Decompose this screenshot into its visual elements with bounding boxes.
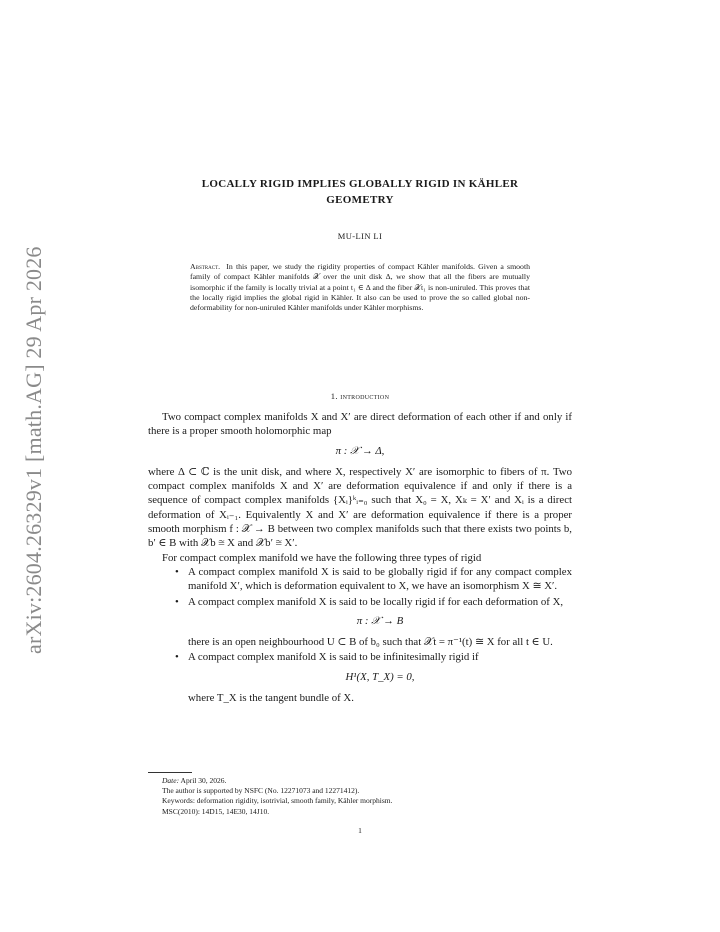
- footnote-date: [162, 776, 562, 786]
- date-value: April 30, 2026.: [180, 776, 227, 785]
- rigidity-types-list: [148, 565, 572, 705]
- paragraph-3: For compact complex manifold we have the following three types of rigid: [162, 551, 482, 564]
- footnote-msc: MSC(2010): 14D15, 14E30, 14J10.: [162, 806, 270, 816]
- equation-deformation: π : 𝒳 → B: [356, 614, 404, 627]
- body-text: [148, 410, 572, 706]
- list-item-infinitesimally-rigid: [188, 650, 572, 705]
- paper-title: [148, 176, 572, 208]
- author-name: MU-LIN LI: [337, 231, 383, 241]
- list-item-continuation: where T_X is the tangent bundle of X.: [188, 692, 354, 705]
- date-label: Date:: [162, 776, 180, 785]
- list-item-globally-rigid: [188, 565, 572, 594]
- section-heading: 1. introduction: [330, 391, 390, 401]
- footnotes: [162, 776, 562, 817]
- abstract: [190, 262, 530, 313]
- page-number: 1: [358, 826, 362, 835]
- list-item-text: A compact complex manifold X is said to be locally rigid if for each deformation of X,: [188, 595, 564, 608]
- abstract-label: Abstract.: [190, 262, 221, 271]
- footnote-keywords: Keywords: deformation rigidity, isotrivial, smooth family, Kähler morphism.: [162, 796, 393, 806]
- list-item-text: A compact complex manifold X is said to be globally rigid if for any compact complex manifold X′, which is deformation equivalent to X, we have an isomorphism X ≅ X′.: [188, 565, 572, 593]
- paper-title-line1: LOCALLY RIGID IMPLIES GLOBALLY RIGID IN KÄHLER: [201, 178, 519, 190]
- footnote-support: The author is supported by NSFC (No. 12271073 and 12271412).: [162, 786, 360, 796]
- paragraph-1: Two compact complex manifolds X and X′ are direct deformation of each other if and only if there is a proper smooth holomorphic map: [148, 411, 572, 438]
- equation-1: π : 𝒳 → Δ,: [335, 444, 385, 457]
- abstract-text: In this paper, we study the rigidity properties of compact Kähler manifolds. Given a smooth family of compact Kähler manifolds 𝒳 over the unit disk Δ, we show that all the fibers are mutually isomorphic if the family is locally trivial at a point t₁ ∈ Δ and the fiber 𝒳t₁ is non-uniruled. This proves that the locally rigid implies the global rigid in Kähler. It also can be used to prove the so called global non-deformability for non-uniruled Kähler manifolds under Kähler morphisms.: [190, 262, 531, 313]
- paragraph-2: where Δ ⊂ ℂ is the unit disk, and where X, respectively X′ are isomorphic to fibers of π. Two compact complex manifolds X and X′ are deformation equivalence if and only if there is a sequence of compact complex manifolds {Xᵢ}ᵏᵢ₌₀ such that X₀ = X, Xₖ = X′ and Xᵢ is a direct deformation of Xᵢ₋₁. Equivalently X and X′ are deformation equivalence if there is a proper smooth morphism f : 𝒳 → B between two complex manifolds such that there exists two points b, b′ ∈ B with 𝒳b ≅ X and 𝒳b′ ≅ X′.: [148, 465, 572, 550]
- arxiv-identifier-stamp: arXiv:2604.26329v1 [math.AG] 29 Apr 2026: [21, 246, 46, 654]
- list-item-text: A compact complex manifold X is said to be infinitesimally rigid if: [188, 651, 479, 664]
- footnote-rule: [148, 772, 192, 773]
- equation-cohomology: H¹(X, T_X) = 0,: [345, 670, 415, 683]
- list-item-locally-rigid: [188, 595, 572, 650]
- list-item-continuation: there is an open neighbourhood U ⊂ B of b₀ such that 𝒳t = π⁻¹(t) ≅ X for all t ∈ U.: [188, 636, 553, 649]
- paper-title-line2: GEOMETRY: [326, 194, 394, 206]
